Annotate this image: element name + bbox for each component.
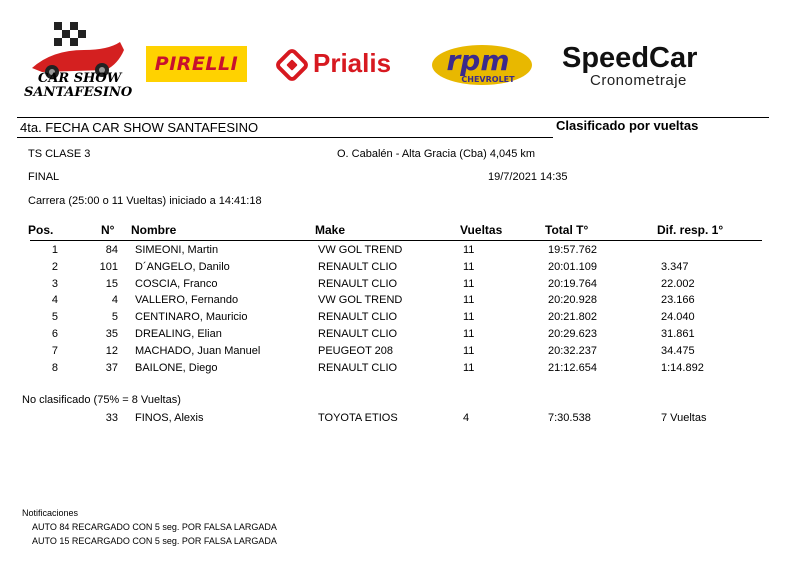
- row-name: MACHADO, Juan Manuel: [135, 345, 261, 357]
- row-total: 20:19.764: [548, 278, 597, 290]
- row-make: VW GOL TREND: [318, 244, 403, 256]
- col-header-total: Total T°: [545, 223, 589, 237]
- row-diff: 24.040: [661, 311, 695, 323]
- row-laps: 11: [463, 345, 475, 357]
- row-num: 37: [105, 362, 118, 374]
- circuit-label: O. Cabalén - Alta Gracia (Cba) 4,045 km: [337, 148, 536, 160]
- row-laps: 11: [463, 244, 475, 256]
- row-name: BAILONE, Diego: [135, 362, 218, 374]
- row-pos: 1: [51, 244, 58, 256]
- row-laps: 11: [463, 278, 475, 290]
- row-num: 15: [105, 278, 118, 290]
- rpm-chevrolet-logo: [428, 43, 532, 87]
- row-diff: 1:14.892: [661, 362, 704, 374]
- pirelli-logo: [146, 46, 247, 82]
- table-header-rule: [30, 240, 762, 241]
- row-make: RENAULT CLIO: [318, 311, 398, 323]
- logo-line-1: CAR SHOW: [38, 71, 122, 86]
- row-num: 84: [105, 244, 118, 256]
- row-diff: 23.166: [661, 294, 695, 306]
- note-item: AUTO 15 RECARGADO CON 5 seg. POR FALSA LARGADA: [32, 536, 277, 546]
- row-diff: 7 Vueltas: [661, 412, 707, 424]
- row-num: 101: [99, 261, 118, 273]
- col-header-pos: Pos.: [28, 223, 54, 237]
- row-pos: 7: [51, 345, 58, 357]
- row-diff: 34.475: [661, 345, 695, 357]
- col-header-laps: Vueltas: [460, 223, 503, 237]
- car-show-logo-text: [24, 71, 133, 100]
- row-total: 20:01.109: [548, 261, 597, 273]
- report-type: Clasificado por vueltas: [556, 118, 699, 133]
- row-diff: 31.861: [661, 328, 695, 340]
- col-header-diff: Dif. resp. 1°: [657, 223, 724, 237]
- row-name: D´ANGELO, Danilo: [135, 261, 230, 273]
- row-make: TOYOTA ETIOS: [318, 412, 398, 424]
- col-header-num: N°: [101, 223, 115, 237]
- session-label: FINAL: [28, 171, 60, 183]
- row-make: PEUGEOT 208: [318, 345, 393, 357]
- row-pos: 4: [51, 294, 58, 306]
- speedcar-logo: SpeedCar: [562, 42, 698, 74]
- row-num: 12: [105, 345, 118, 357]
- notes-title: Notificaciones: [22, 508, 79, 518]
- row-make: RENAULT CLIO: [318, 278, 398, 290]
- row-laps: 4: [463, 412, 470, 424]
- speedcar-subtitle: Cronometraje: [590, 72, 687, 89]
- row-laps: 11: [463, 362, 475, 374]
- row-total: 20:29.623: [548, 328, 597, 340]
- row-diff: 22.002: [661, 278, 695, 290]
- event-title: 4ta. FECHA CAR SHOW SANTAFESINO: [20, 120, 259, 135]
- not-classified-label: No clasificado (75% = 8 Vueltas): [22, 394, 181, 406]
- prialis-logo: Prialis: [313, 48, 392, 78]
- logo-line-2: SANTAFESINO: [24, 85, 133, 100]
- row-pos: 5: [51, 311, 58, 323]
- row-num: 4: [111, 294, 118, 306]
- date-time: 19/7/2021 14:35: [488, 171, 568, 183]
- row-make: RENAULT CLIO: [318, 261, 398, 273]
- row-pos: 3: [51, 278, 58, 290]
- header-bottom-rule: [17, 137, 553, 138]
- row-total: 21:12.654: [548, 362, 597, 374]
- row-name: FINOS, Alexis: [135, 412, 204, 424]
- col-header-name: Nombre: [131, 223, 177, 237]
- row-make: RENAULT CLIO: [318, 328, 398, 340]
- row-num: 35: [105, 328, 118, 340]
- row-total: 20:32.237: [548, 345, 597, 357]
- row-name: CENTINARO, Mauricio: [135, 311, 248, 323]
- row-name: COSCIA, Franco: [135, 278, 218, 290]
- race-info: Carrera (25:00 o 11 Vueltas) iniciado a 14:41:18: [28, 195, 262, 207]
- row-total: 19:57.762: [548, 244, 597, 256]
- class-label: TS CLASE 3: [28, 148, 91, 160]
- row-name: VALLERO, Fernando: [135, 294, 239, 306]
- row-num: 5: [111, 311, 118, 323]
- row-laps: 11: [463, 328, 475, 340]
- row-pos: 8: [51, 362, 58, 374]
- row-make: RENAULT CLIO: [318, 362, 398, 374]
- col-header-make: Make: [315, 223, 346, 237]
- rpm-logo-subtext: CHEVROLET: [461, 75, 515, 84]
- row-laps: 11: [463, 311, 475, 323]
- rpm-logo-text: rpm: [446, 44, 510, 77]
- row-name: DREALING, Elian: [135, 328, 222, 340]
- row-laps: 11: [463, 294, 475, 306]
- row-laps: 11: [463, 261, 475, 273]
- pirelli-logo-text: PIRELLI: [154, 53, 239, 75]
- row-pos: 6: [51, 328, 58, 340]
- prialis-icon: [276, 49, 308, 81]
- row-diff: 3.347: [661, 261, 689, 273]
- row-total: 7:30.538: [548, 412, 591, 424]
- row-total: 20:20.928: [548, 294, 597, 306]
- row-make: VW GOL TREND: [318, 294, 403, 306]
- row-pos: 2: [51, 261, 58, 273]
- row-num: 33: [105, 412, 118, 424]
- row-name: SIMEONI, Martin: [135, 244, 219, 256]
- row-total: 20:21.802: [548, 311, 597, 323]
- note-item: AUTO 84 RECARGADO CON 5 seg. POR FALSA LARGADA: [32, 522, 277, 532]
